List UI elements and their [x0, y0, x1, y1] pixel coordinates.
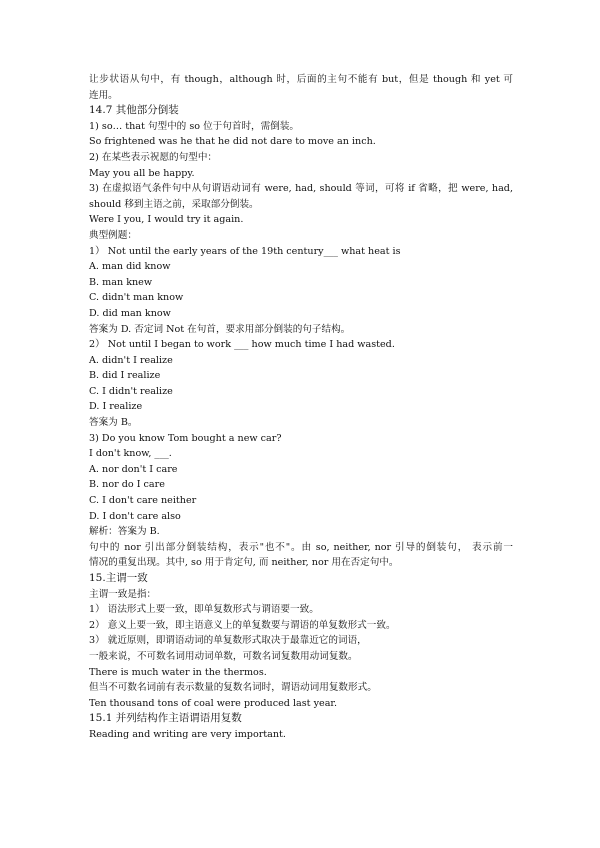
example-sentence: Ten thousand tons of coal were produced last year. [89, 697, 337, 709]
text-line: 1） 语法形式上要一致，即单复数形式与谓语要一致。 [89, 604, 319, 616]
question: 1） Not until the early years of the 19th century___ what heat is [89, 245, 401, 257]
subheading: 典型例题： [89, 229, 137, 241]
question: 3) Do you know Tom bought a new car? [89, 432, 282, 444]
text-line: 但当不可数名词前有表示数量的复数名词时，谓语动词用复数形式。 [89, 682, 377, 694]
text-line: 句中的 nor 引出部分倒装结构，表示"也不"。由 so, neither, nor 引导的倒装句， 表示前一 [89, 541, 513, 553]
answer-option: D. did man know [89, 307, 171, 319]
answer-explanation: 答案为 B。 [89, 417, 138, 429]
answer-option: B. did I realize [89, 370, 161, 382]
text-line: 2) 在某些表示祝愿的句型中： [89, 151, 218, 163]
section-heading: 15.主谓一致 [89, 572, 148, 584]
text-line: should 移到主语之前，采取部分倒装。 [89, 198, 259, 210]
answer-option: A. nor don't I care [89, 463, 178, 475]
example-sentence: Reading and writing are very important. [89, 728, 286, 740]
answer-option: D. I realize [89, 401, 143, 413]
text-line: 3) 在虚拟语气条件句中从句谓语动词有 were, had, should 等词，可将 if 省略，把 were, had, [89, 183, 513, 195]
question: 2） Not until I began to work ___ how much time I had wasted. [89, 339, 395, 351]
text-line: 主谓一致是指： [89, 588, 157, 600]
answer-option: C. I didn't realize [89, 385, 173, 397]
answer-explanation: 答案为 D. 否定词 Not 在句首，要求用部分倒装的句子结构。 [89, 323, 351, 335]
document-page [89, 72, 513, 743]
answer-option: C. I don't care neither [89, 495, 197, 507]
text-line: 3） 就近原则，即谓语动词的单复数形式取决于最靠近它的词语， [89, 635, 367, 647]
answer-option: A. didn't I realize [89, 354, 173, 366]
section-heading: 14.7 其他部分倒装 [89, 104, 179, 117]
answer-option: D. I don't care also [89, 510, 181, 522]
answer-option: B. nor do I care [89, 479, 165, 491]
text-line: 2） 意义上要一致，即主语意义上的单复数要与谓语的单复数形式一致。 [89, 619, 396, 631]
text-line: 一般来说，不可数名词用动词单数，可数名词复数用动词复数。 [89, 650, 358, 662]
answer-option: B. man knew [89, 276, 153, 288]
text-line: 情况的重复出现。其中, so 用于肯定句, 而 neither, nor 用在否定句中。 [89, 557, 399, 569]
text-line: 让步状语从句中，有 though，although 时，后面的主句不能有 but，但是 though 和 yet 可 [89, 74, 513, 85]
example-sentence: There is much water in the thermos. [89, 666, 267, 678]
text-line: 1) so… that 句型中的 so 位于句首时，需倒装。 [89, 120, 300, 132]
question: I don't know, ___. [89, 448, 172, 460]
example-sentence: Were I you, I would try it again. [89, 214, 244, 226]
answer-explanation: 解析：答案为 B. [89, 526, 160, 538]
example-sentence: So frightened was he that he did not dare to move an inch. [89, 136, 376, 148]
section-heading: 15.1 并列结构作主语谓语用复数 [89, 712, 242, 725]
text-line: 连用。 [89, 89, 118, 101]
answer-option: C. didn't man know [89, 292, 184, 304]
example-sentence: May you all be happy. [89, 167, 195, 179]
answer-option: A. man did know [89, 261, 171, 273]
